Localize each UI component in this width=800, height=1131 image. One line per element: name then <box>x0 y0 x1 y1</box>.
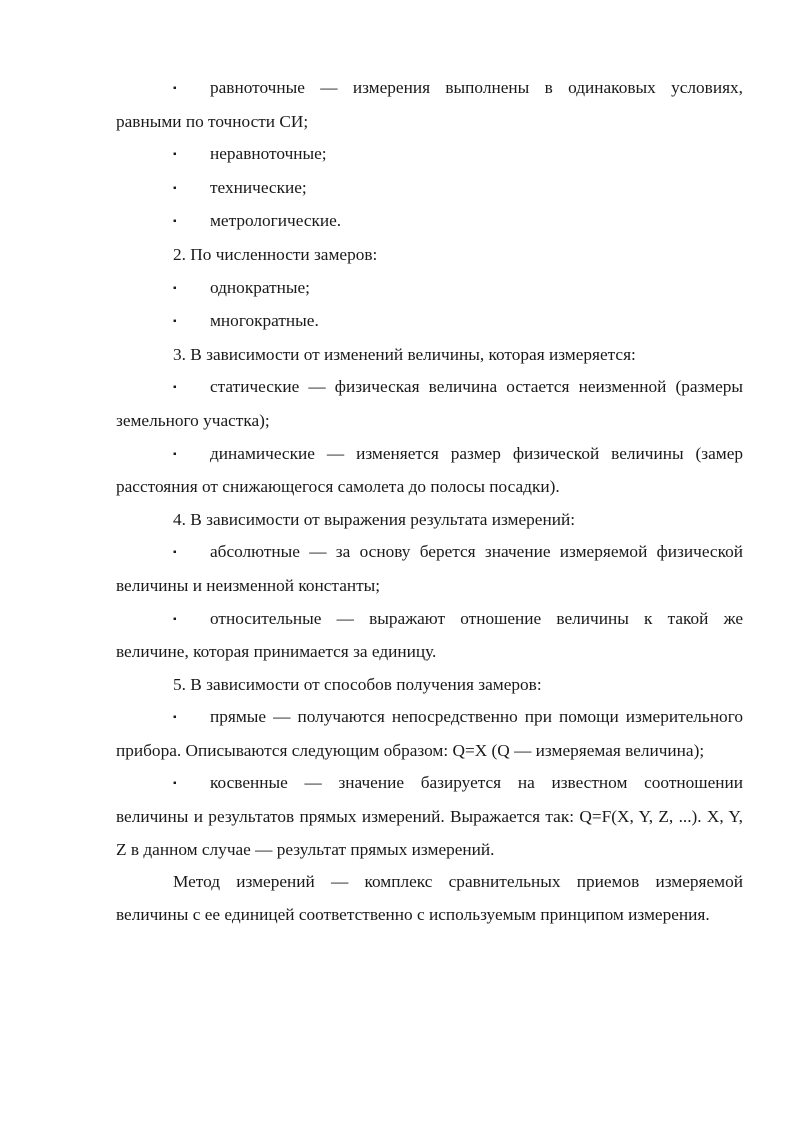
bullet-text: метрологические. <box>210 211 342 231</box>
bullet-icon: ▪ <box>173 613 177 625</box>
bullet-icon: ▪ <box>173 149 177 161</box>
bullet-item <box>116 701 743 767</box>
numbered-heading: 5. В зависимости от способов получения замеров: <box>173 674 542 694</box>
bullet-text: косвенные — значение базируется на известном соотношении величины и результатов прямых измерений. Выражается так: Q=F(X, Y, Z, ...). X, Y, Z в данном случае — результат прямых измерений. <box>116 773 743 859</box>
numbered-heading: 2. По численности замеров: <box>173 244 378 264</box>
bullet-item <box>116 603 743 669</box>
bullet-icon: ▪ <box>173 778 177 790</box>
bullet-text: динамические — изменяется размер физической величины (замер расстояния от снижающегося самолета до полосы посадки). <box>116 443 743 497</box>
numbered-heading: 3. В зависимости от изменений величины, которая измеряется: <box>173 344 636 364</box>
bullet-text: технические; <box>210 177 307 197</box>
bullet-item <box>116 272 743 306</box>
bullet-item <box>116 767 743 866</box>
bullet-item <box>116 438 743 504</box>
bullet-icon: ▪ <box>173 547 177 559</box>
paragraph: Метод измерений — комплекс сравнительных приемов измеряемой величины с ее единицей соответственно с используемым принципом измерения. <box>116 872 743 924</box>
bullet-text: абсолютные — за основу берется значение измеряемой физической величины и неизменной константы; <box>116 542 743 595</box>
bullet-text: многократные. <box>210 311 319 331</box>
bullet-text: однократные; <box>210 277 310 297</box>
bullet-text: относительные — выражают отношение величины к такой же величине, которая принимается за единицу. <box>116 608 743 662</box>
bullet-icon: ▪ <box>173 83 177 94</box>
bullet-icon: ▪ <box>173 382 177 394</box>
bullet-icon: ▪ <box>173 216 177 228</box>
bullet-icon: ▪ <box>173 448 177 460</box>
bullet-item <box>116 536 743 602</box>
bullet-text: статические — физическая величина остается неизменной (размеры земельного участка); <box>116 377 743 430</box>
bullet-item <box>116 172 743 206</box>
bullet-icon: ▪ <box>173 182 177 194</box>
bullet-item <box>116 305 743 339</box>
bullet-item <box>116 138 743 172</box>
bullet-item <box>116 205 743 239</box>
bullet-text: прямые — получаются непосредственно при помощи измерительного прибора. Описываются следующим образом: Q=X (Q — измеряемая величина); <box>116 707 743 760</box>
bullet-icon: ▪ <box>173 712 177 724</box>
bullet-icon: ▪ <box>173 316 177 328</box>
document-body <box>116 72 743 931</box>
bullet-text: неравноточные; <box>210 144 327 164</box>
bullet-text: равноточные — измерения выполнены в одинаковых условиях, равными по точности СИ; <box>116 78 743 131</box>
numbered-heading: 4. В зависимости от выражения результата измерений: <box>173 509 576 529</box>
bullet-item <box>116 371 743 437</box>
bullet-item <box>116 72 743 138</box>
bullet-icon: ▪ <box>173 282 177 294</box>
